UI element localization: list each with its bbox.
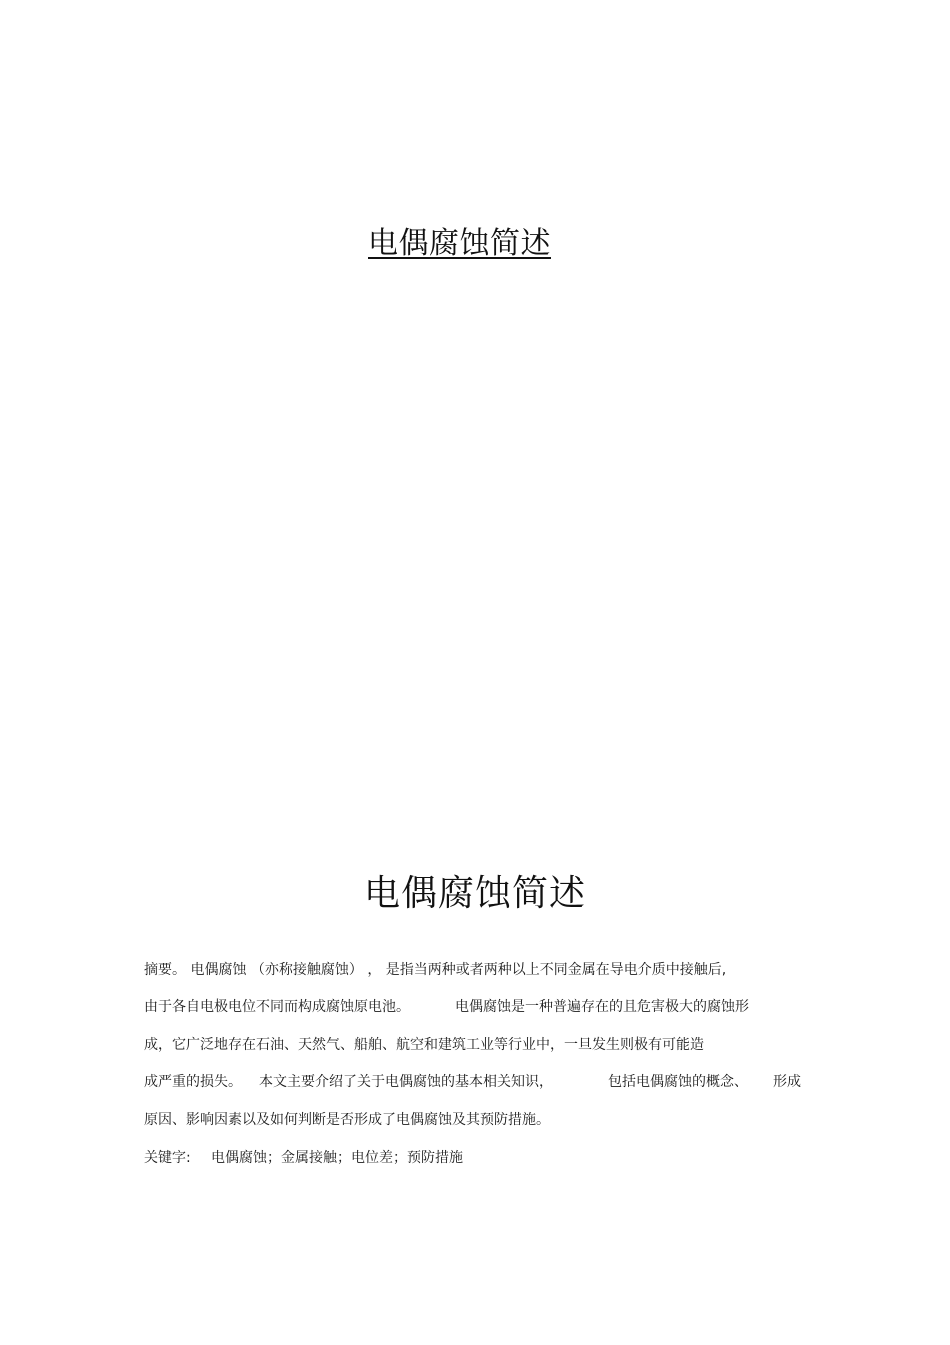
- abstract-text: 原因、影响因素以及如何判断是否形成了电偶腐蚀及其预防措施。: [144, 1112, 550, 1128]
- abstract-line-1: [144, 960, 726, 980]
- abstract-text: 本文主要介绍了关于电偶腐蚀的基本相关知识，: [259, 1074, 553, 1090]
- keywords-label: 关键字:: [144, 1150, 191, 1166]
- abstract-line-5: [144, 1110, 550, 1130]
- article-title: 电偶腐蚀简述: [363, 873, 586, 914]
- abstract-text: 包括电偶腐蚀的概念、: [608, 1074, 748, 1090]
- abstract-line-4: [144, 1072, 814, 1092]
- cover-title: 电偶腐蚀简述: [368, 226, 551, 261]
- abstract-text: 摘要。 电偶腐蚀 （亦称接触腐蚀） ， 是指当两种或者两种以上不同金属在导电介质中接触后,: [144, 962, 727, 978]
- keywords-text: 电偶腐蚀；金属接触；电位差；预防措施: [211, 1150, 463, 1166]
- abstract-text: 由于各自电极电位不同而构成腐蚀原电池。: [144, 999, 410, 1015]
- abstract-text: 形成: [773, 1074, 801, 1090]
- abstract-text: 成严重的损失。: [144, 1074, 242, 1090]
- abstract-text: 成，它广泛地存在石油、天然气、船舶、航空和建筑工业等行业中，一旦发生则极有可能造: [144, 1037, 704, 1053]
- abstract-line-3: [144, 1035, 704, 1055]
- keywords-line: [144, 1148, 544, 1168]
- abstract-text: 电偶腐蚀是一种普遍存在的且危害极大的腐蚀形: [455, 999, 749, 1015]
- abstract-line-2: [144, 997, 784, 1017]
